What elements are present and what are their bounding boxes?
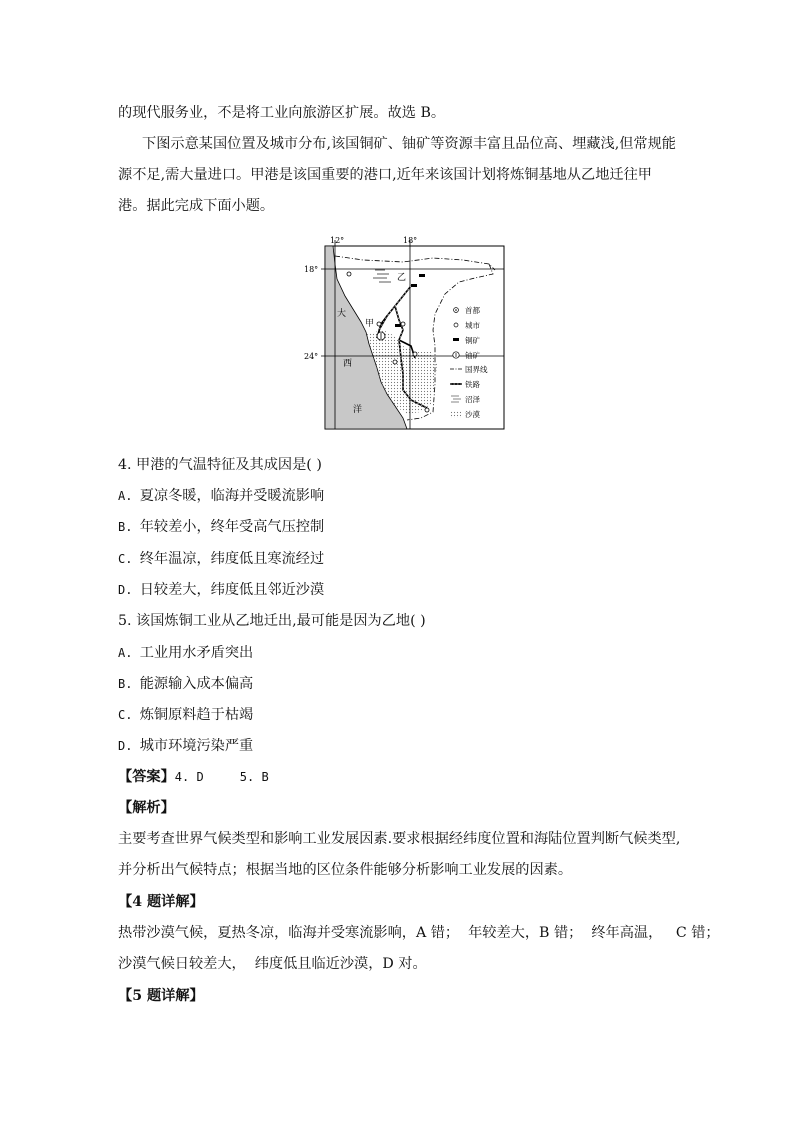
q5-stem bbox=[118, 611, 426, 631]
option-letter: C. bbox=[118, 708, 133, 722]
answer-line bbox=[118, 767, 269, 787]
option-letter: B. bbox=[118, 520, 133, 534]
detail4-label: 【4 题详解】 bbox=[118, 894, 204, 910]
q5-stem-text: 5. 该国炼铜工业从乙地迁出,最可能是因为乙地( ) bbox=[118, 613, 426, 629]
intro-line-1: 的现代服务业，不是将工业向旅游区扩展。故选 B。 bbox=[118, 105, 446, 121]
uranium-mine-marker bbox=[377, 332, 385, 340]
lat-label-24: 24° bbox=[304, 352, 319, 361]
option-text: 能源输入成本偏高 bbox=[139, 676, 254, 692]
option-letter: C. bbox=[118, 552, 133, 566]
detail5-label: 【5 题详解】 bbox=[118, 988, 204, 1004]
place-jia-label: 甲 bbox=[365, 319, 375, 329]
q5-option-b[interactable] bbox=[118, 674, 253, 694]
lat-label-18: 18° bbox=[304, 265, 319, 274]
place-yi-label: 乙 bbox=[397, 273, 407, 283]
option-text: 工业用水矛盾突出 bbox=[139, 645, 254, 661]
legend-label-desert: 沙漠 bbox=[465, 410, 480, 419]
intro-line-4: 港。据此完成下面小题。 bbox=[118, 198, 275, 214]
ocean-char-2: 西 bbox=[343, 359, 353, 369]
legend-label-railway: 铁路 bbox=[465, 380, 480, 389]
detail4-line-2: 沙漠气候日较差大， 纬度低且临近沙漠，D 对。 bbox=[118, 956, 427, 972]
ocean-char-1: 大 bbox=[337, 309, 347, 319]
analysis-label: 【解析】 bbox=[118, 800, 175, 816]
legend-label-city: 城市 bbox=[465, 321, 480, 330]
lon-label-12: 12° bbox=[330, 236, 345, 245]
q5-option-d[interactable] bbox=[118, 736, 253, 756]
option-text: 年较差小，终年受高气压控制 bbox=[139, 519, 325, 535]
option-letter: D. bbox=[118, 739, 133, 753]
intro-line-3: 源不足,需大量进口。甲港是该国重要的港口,近年来该国计划将炼铜基地从乙地迁往甲 bbox=[118, 167, 652, 183]
answer-value: 4. D 5. B bbox=[174, 770, 269, 784]
legend-label-swamp: 沼泽 bbox=[465, 395, 480, 404]
q4-option-d[interactable] bbox=[118, 580, 324, 600]
option-letter: A. bbox=[118, 489, 133, 503]
copper-mine-icon bbox=[453, 338, 459, 341]
option-text: 日较差大，纬度低且邻近沙漠 bbox=[139, 582, 325, 598]
analysis-line-2: 并分析出气候特点；根据当地的区位条件能够分析影响工业发展的因素。 bbox=[118, 862, 573, 878]
q4-stem bbox=[118, 455, 322, 475]
legend-label-border: 国界线 bbox=[465, 365, 488, 374]
option-text: 城市环境污染严重 bbox=[139, 738, 254, 754]
analysis-line-1: 主要考查世界气候类型和影响工业发展因素.要求根据经纬度位置和海陆位置判断气候类型, bbox=[118, 831, 681, 847]
country-location-map bbox=[303, 234, 507, 430]
answer-label: 【答案】 bbox=[118, 769, 175, 785]
q5-option-a[interactable] bbox=[118, 643, 253, 663]
option-letter: A. bbox=[118, 646, 133, 660]
q4-option-c[interactable] bbox=[118, 549, 324, 569]
legend-label-copper: 铜矿 bbox=[465, 336, 480, 345]
option-text: 炼铜原料趋于枯竭 bbox=[139, 707, 254, 723]
option-text: 夏凉冬暖，临海并受暖流影响 bbox=[139, 488, 325, 504]
option-text: 终年温凉，纬度低且寒流经过 bbox=[139, 551, 325, 567]
q4-option-b[interactable] bbox=[118, 517, 324, 537]
option-letter: B. bbox=[118, 677, 133, 691]
option-letter: D. bbox=[118, 583, 133, 597]
intro-line-2: 下图示意某国位置及城市分布,该国铜矿、铀矿等资源丰富且品位高、埋藏浅,但常规能 bbox=[142, 136, 676, 152]
q4-stem-text: 4. 甲港的气温特征及其成因是( ) bbox=[118, 457, 322, 473]
legend-label-capital: 首都 bbox=[465, 306, 480, 315]
q4-option-a[interactable] bbox=[118, 486, 324, 506]
detail4-line-1: 热带沙漠气候，夏热冬凉，临海并受寒流影响，A 错； 年较差大，B 错； 终年高温， C 错； bbox=[118, 925, 720, 941]
legend-label-uranium: 铀矿 bbox=[465, 351, 480, 360]
desert-icon bbox=[450, 411, 461, 418]
city-icon bbox=[454, 323, 458, 327]
lon-label-18: 18° bbox=[403, 236, 418, 245]
ocean-char-3: 洋 bbox=[353, 405, 363, 415]
q5-option-c[interactable] bbox=[118, 705, 253, 725]
